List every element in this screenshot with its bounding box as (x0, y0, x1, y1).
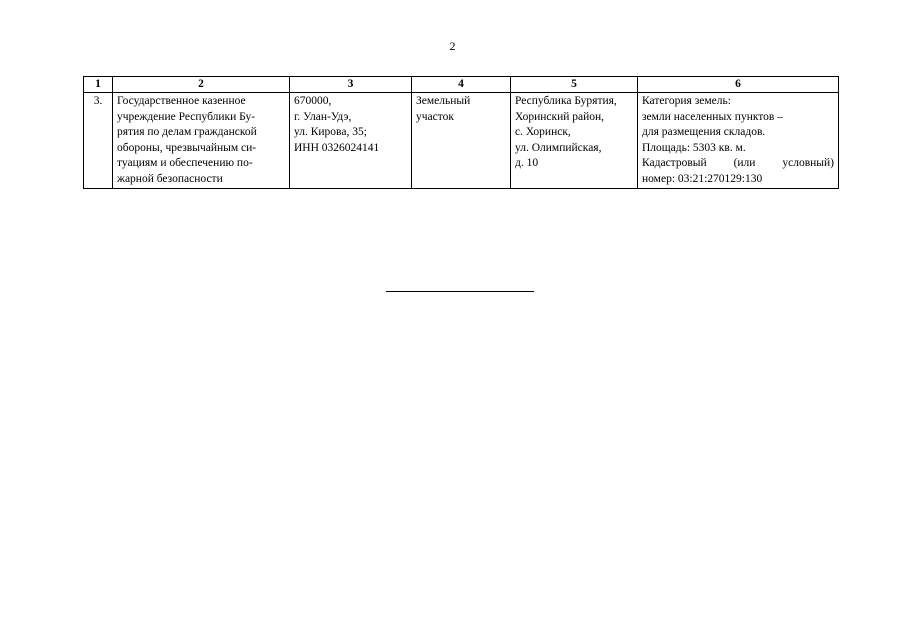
location-line: ул. Олимпийская, (515, 141, 602, 154)
end-divider (386, 291, 534, 292)
description-line: земли населенных пунктов – (642, 110, 783, 123)
organization-cell (113, 93, 290, 189)
column-header-3: 3 (290, 77, 412, 93)
description-line: номер: 03:21:270129:130 (642, 172, 763, 185)
location-line: Хоринский район, (515, 110, 605, 123)
page-number: 2 (449, 39, 456, 53)
table-row (84, 93, 839, 189)
location-cell (511, 93, 638, 189)
address-line: ИНН 0326024141 (294, 141, 380, 154)
description-line: для размещения складов. (642, 126, 766, 138)
address-line: ул. Кирова, 35; (294, 126, 367, 138)
location-line: д. 10 (515, 157, 539, 169)
organization-line: обороны, чрезвычайным си- (117, 141, 257, 154)
address-line: г. Улан-Удэ, (294, 110, 352, 123)
column-header-4: 4 (412, 77, 511, 93)
column-header-2: 2 (113, 77, 290, 93)
column-header-6: 6 (638, 77, 839, 93)
object-type-line: Земельный (416, 95, 471, 107)
description-cell (638, 93, 839, 189)
location-line: Республика Бурятия, (515, 95, 617, 107)
row-number-cell: 3. (84, 93, 113, 189)
description-line: Кадастровый (или условный) (642, 157, 834, 169)
column-header-1: 1 (84, 77, 113, 93)
header-row (84, 77, 839, 93)
column-header-5: 5 (511, 77, 638, 93)
organization-line: туациям и обеспечению по- (117, 157, 253, 169)
organization-line: учреждение Республики Бу- (117, 110, 256, 123)
object-type-line: участок (416, 110, 454, 123)
address-cell (290, 93, 412, 189)
property-table (83, 76, 839, 189)
location-line: с. Хоринск, (515, 126, 571, 138)
organization-line: Государственное казенное (117, 95, 246, 107)
address-line: 670000, (294, 95, 332, 107)
description-line: Категория земель: (642, 95, 731, 107)
organization-line: жарной безопасности (117, 172, 223, 185)
organization-line: рятия по делам гражданской (117, 126, 257, 138)
object-type-cell (412, 93, 511, 189)
description-line: Площадь: 5303 кв. м. (642, 141, 746, 154)
